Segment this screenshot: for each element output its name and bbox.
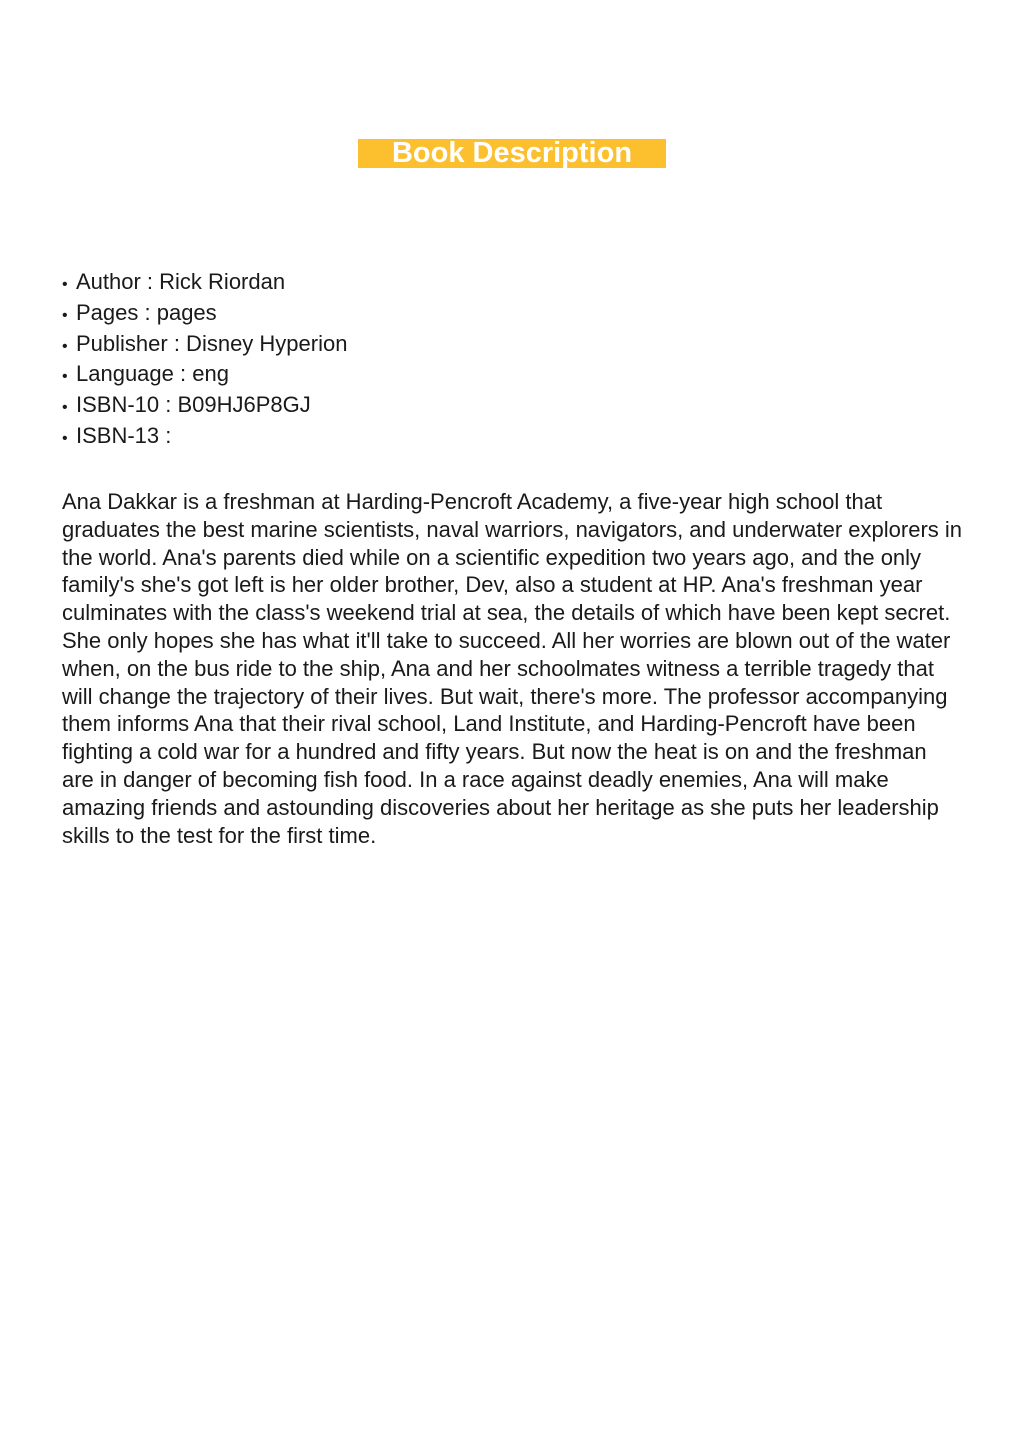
bullet-icon: • bbox=[62, 368, 68, 386]
detail-pages bbox=[62, 299, 347, 330]
bullet-icon: • bbox=[62, 306, 68, 324]
detail-language bbox=[62, 360, 347, 391]
book-details-list bbox=[62, 268, 347, 453]
book-description: Ana Dakkar is a freshman at Harding-Pencroft Academy, a five-year high school that graduates the best marine scientists, naval warriors, navigators, and underwater explorers in the world. Ana's parents died while on a scientific expedition two years ago, and the only family's she's got left is her older brother, Dev, also a student at HP. Ana's freshman year culminates with the class's weekend trial at sea, the details of which have been kept secret. She only hopes she has what it'll take to succeed. All her worries are blown out of the water when, on the bus ride to the ship, Ana and her schoolmates witness a terrible tragedy that will change the trajectory of their lives. But wait, there's more. The professor accompanying them informs Ana that their rival school, Land Institute, and Harding-Pencroft have been fighting a cold war for a hundred and fifty years. But now the heat is on and the freshman are in danger of becoming fish food. In a race against deadly enemies, Ana will make amazing friends and astounding discoveries about her heritage as she puts her leadership skills to the test for the first time. bbox=[62, 489, 963, 848]
detail-isbn10 bbox=[62, 391, 347, 422]
detail-publisher-text: Publisher : Disney Hyperion bbox=[76, 330, 348, 356]
detail-author bbox=[62, 268, 347, 299]
detail-publisher bbox=[62, 330, 347, 361]
page-title: Book Description bbox=[391, 139, 633, 168]
detail-isbn10-text: ISBN-10 : B09HJ6P8GJ bbox=[76, 392, 311, 418]
detail-isbn13 bbox=[62, 422, 347, 453]
detail-isbn13-text: ISBN-13 : bbox=[76, 422, 172, 448]
bullet-icon: • bbox=[62, 399, 68, 417]
bullet-icon: • bbox=[62, 429, 68, 447]
bullet-icon: • bbox=[62, 276, 68, 293]
detail-language-text: Language : eng bbox=[76, 361, 229, 387]
detail-author-text: Author : Rick Riordan bbox=[76, 269, 286, 294]
bullet-icon: • bbox=[62, 337, 68, 355]
title-banner bbox=[358, 139, 666, 168]
detail-pages-text: Pages : pages bbox=[76, 299, 217, 325]
